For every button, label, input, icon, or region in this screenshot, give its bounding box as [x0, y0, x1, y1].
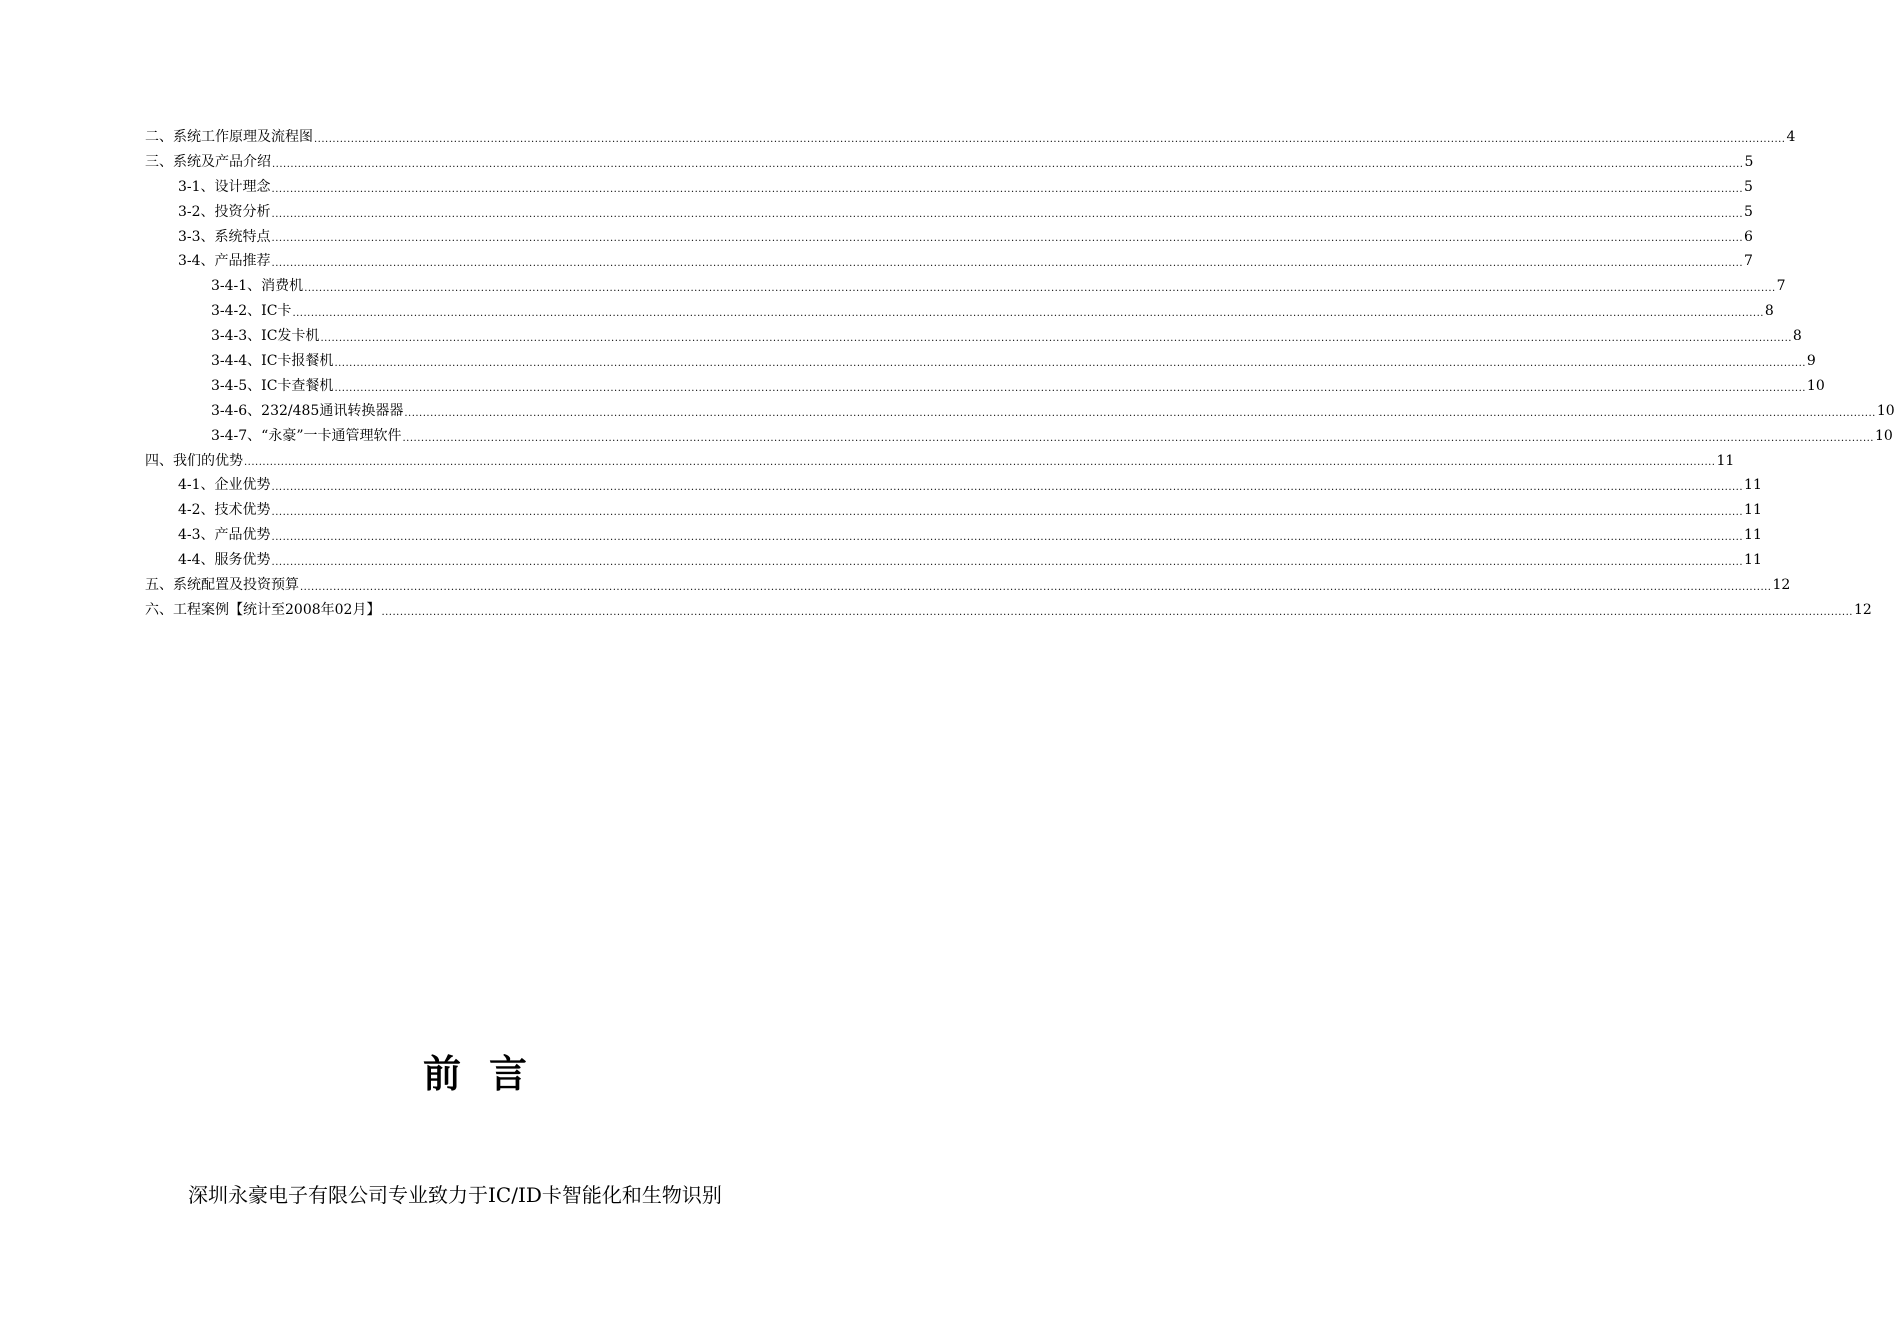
toc-entry-title: 4-2、技术优势 — [178, 502, 271, 519]
toc-entry-title: 3-4-3、IC发卡机 — [211, 328, 320, 345]
toc-entry-page-number: 12 — [1853, 601, 1872, 618]
toc-entry-page-number: 8 — [1792, 328, 1802, 345]
toc-entry-page-number: 7 — [1744, 253, 1753, 270]
toc-entry-page-number: 8 — [1764, 303, 1774, 320]
toc-entry[interactable] — [145, 225, 1753, 250]
toc-dot-leader: ................................................................................................................................................................................................................................................................................................................................................................................................................ — [381, 606, 1853, 618]
toc-dot-leader: ................................................................................................................................................................................................................................................................................................................................................................................................................ — [271, 557, 1744, 569]
toc-dot-leader: ................................................................................................................................................................................................................................................................................................................................................................................................................ — [244, 457, 1716, 469]
toc-entry[interactable] — [145, 374, 1825, 399]
toc-dot-leader: ................................................................................................................................................................................................................................................................................................................................................................................................................ — [304, 283, 1776, 295]
toc-entry-page-number: 11 — [1744, 502, 1762, 519]
toc-entry[interactable] — [145, 523, 1762, 548]
toc-entry[interactable] — [145, 548, 1762, 573]
toc-entry[interactable] — [145, 125, 1796, 150]
toc-entry-title: 3-1、设计理念 — [178, 178, 271, 195]
toc-entry[interactable] — [145, 424, 1893, 449]
toc-dot-leader: ................................................................................................................................................................................................................................................................................................................................................................................................................ — [300, 581, 1772, 593]
toc-entry-page-number: 9 — [1806, 353, 1816, 369]
toc-dot-leader: ................................................................................................................................................................................................................................................................................................................................................................................................................ — [320, 333, 1792, 345]
toc-entry-title: 3-3、系统特点 — [178, 228, 271, 245]
toc-entry-title: 3-2、投资分析 — [178, 203, 271, 220]
toc-entry-page-number: 11 — [1716, 452, 1735, 469]
toc-dot-leader: ................................................................................................................................................................................................................................................................................................................................................................................................................ — [272, 158, 1744, 170]
toc-entry-title: 4-3、产品优势 — [178, 527, 271, 544]
toc-dot-leader: ................................................................................................................................................................................................................................................................................................................................................................................................................ — [271, 233, 1744, 245]
toc-entry-title: 3-4-6、232/485通讯转换器器 — [211, 402, 404, 419]
toc-entry-page-number: 11 — [1744, 552, 1762, 569]
toc-dot-leader: ................................................................................................................................................................................................................................................................................................................................................................................................................ — [271, 482, 1744, 494]
toc-entry-page-number: 10 — [1876, 402, 1895, 419]
toc-entry-page-number: 11 — [1744, 477, 1762, 494]
preface-title: 前言 — [422, 1051, 555, 1096]
toc-dot-leader: ................................................................................................................................................................................................................................................................................................................................................................................................................ — [334, 357, 1806, 369]
toc-dot-leader: ................................................................................................................................................................................................................................................................................................................................................................................................................ — [271, 507, 1744, 519]
toc-entry[interactable] — [145, 249, 1753, 274]
toc-dot-leader: ................................................................................................................................................................................................................................................................................................................................................................................................................ — [271, 208, 1744, 220]
toc-entry[interactable] — [145, 598, 1872, 623]
toc-entry-page-number: 5 — [1744, 178, 1753, 195]
toc-entry-title: 3-4-4、IC卡报餐机 — [211, 353, 334, 369]
toc-dot-leader: ................................................................................................................................................................................................................................................................................................................................................................................................................ — [314, 133, 1786, 145]
toc-entry-title: 3-4-1、消费机 — [211, 278, 304, 295]
toc-entry-page-number: 12 — [1772, 577, 1791, 594]
toc-entry[interactable] — [145, 324, 1802, 349]
toc-entry[interactable] — [145, 200, 1753, 225]
toc-entry-title: 3-4-7、“永豪”一卡通管理软件 — [211, 427, 402, 444]
toc-entry-page-number: 4 — [1786, 128, 1796, 145]
toc-entry[interactable] — [145, 498, 1762, 523]
toc-entry-page-number: 7 — [1776, 278, 1786, 295]
toc-dot-leader: ................................................................................................................................................................................................................................................................................................................................................................................................................ — [402, 432, 1874, 444]
toc-entry-title: 3-4、产品推荐 — [178, 253, 271, 270]
toc-entry-page-number: 5 — [1744, 203, 1753, 220]
toc-entry-title: 四、我们的优势 — [145, 452, 243, 469]
toc-entry-page-number: 10 — [1806, 377, 1825, 394]
toc-entry-title: 4-1、企业优势 — [178, 477, 271, 494]
toc-dot-leader: ................................................................................................................................................................................................................................................................................................................................................................................................................ — [292, 308, 1764, 320]
toc-dot-leader: ................................................................................................................................................................................................................................................................................................................................................................................................................ — [334, 382, 1806, 394]
preface-paragraph: 深圳永豪电子有限公司专业致力于IC/ID卡智能化和生物识别 — [188, 1183, 722, 1207]
toc-entry-page-number: 5 — [1744, 153, 1754, 170]
toc-entry[interactable] — [145, 473, 1762, 498]
toc-entry[interactable] — [145, 299, 1774, 324]
toc-dot-leader: ................................................................................................................................................................................................................................................................................................................................................................................................................ — [404, 407, 1876, 419]
toc-entry-title: 4-4、服务优势 — [178, 552, 271, 569]
toc-entry-title: 五、系统配置及投资预算 — [145, 577, 299, 594]
toc-entry-page-number: 6 — [1744, 228, 1753, 245]
toc-entry[interactable] — [145, 449, 1735, 474]
toc-entry[interactable] — [145, 573, 1791, 598]
toc-entry[interactable] — [145, 150, 1754, 175]
toc-entry-title: 3-4-2、IC卡 — [211, 303, 292, 320]
toc-entry[interactable] — [145, 274, 1786, 299]
toc-entry[interactable] — [145, 349, 1816, 374]
toc-entry-page-number: 11 — [1744, 527, 1762, 544]
toc-entry-page-number: 10 — [1874, 427, 1893, 444]
toc-entry-title: 六、工程案例【统计至2008年02月】 — [145, 601, 381, 618]
table-of-contents — [145, 125, 1895, 623]
toc-entry-title: 三、系统及产品介绍 — [145, 153, 271, 170]
toc-dot-leader: ................................................................................................................................................................................................................................................................................................................................................................................................................ — [271, 532, 1744, 544]
toc-entry[interactable] — [145, 175, 1753, 200]
toc-entry-title: 3-4-5、IC卡查餐机 — [211, 377, 334, 394]
toc-entry[interactable] — [145, 399, 1895, 424]
toc-dot-leader: ................................................................................................................................................................................................................................................................................................................................................................................................................ — [271, 183, 1744, 195]
toc-dot-leader: ................................................................................................................................................................................................................................................................................................................................................................................................................ — [271, 258, 1744, 270]
toc-entry-title: 二、系统工作原理及流程图 — [145, 128, 313, 145]
